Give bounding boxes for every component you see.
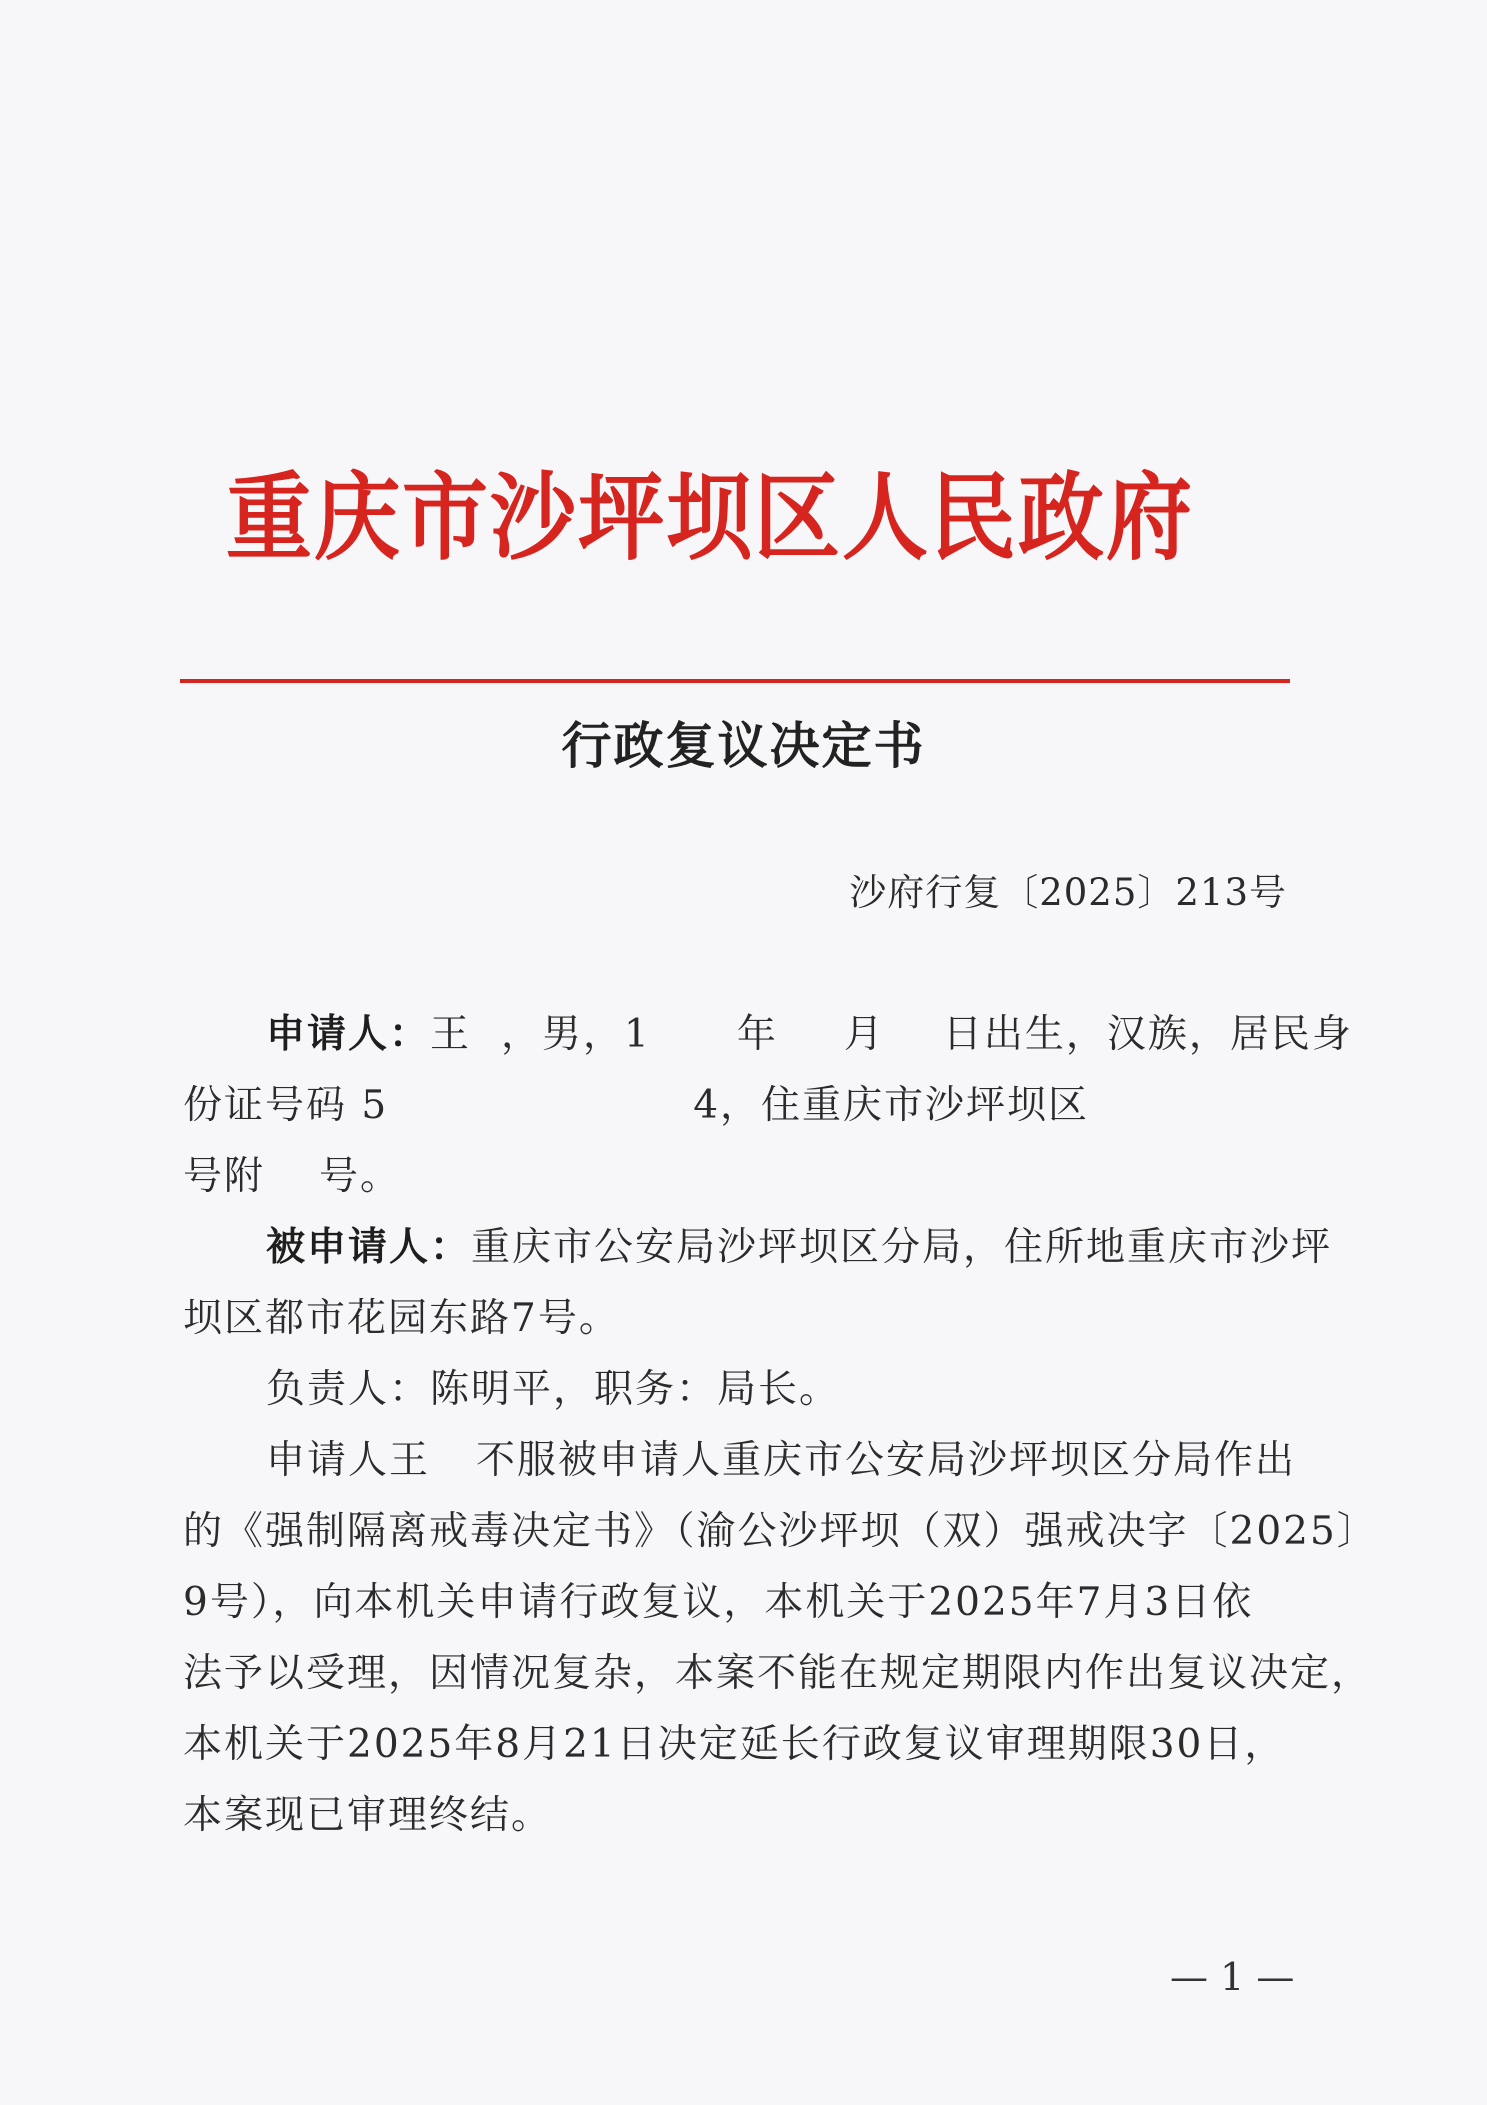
body-line-1-b: 不服被申请人重庆市公安局沙坪坝区分局作出 (476, 1438, 1297, 1483)
applicant-label: 申请人： (266, 1011, 431, 1057)
body-line-1 (183, 1425, 1297, 1496)
applicant-address-end: 号。 (319, 1154, 402, 1199)
applicant-id-prefix: 份证号码 5 (183, 1083, 389, 1128)
applicant-gender-birth: ，男，1 (501, 1012, 651, 1057)
applicant-birth-rest: 日出生，汉族，居民身 (942, 1012, 1353, 1057)
applicant-month-label: 月 (843, 1012, 885, 1057)
body-line-6: 本案现已审理终结。 (183, 1793, 553, 1838)
body-line-3: 9号），向本机关申请行政复议，本机关于2025年7月3日依 (183, 1580, 1254, 1625)
document-number: 沙府行复〔2025〕213号 (849, 871, 1287, 914)
responsible-paragraph (183, 1354, 1293, 1425)
body-line-1-a: 申请人王 (266, 1438, 431, 1483)
page-number: — 1 — (1170, 1955, 1295, 1999)
applicant-address-part: 号附 (183, 1154, 266, 1199)
body-line-5: 本机关于2025年8月21日决定延长行政复议审理期限30日， (183, 1722, 1286, 1767)
respondent-label: 被申请人： (266, 1224, 472, 1270)
document-title: 行政复议决定书 (561, 716, 926, 775)
body-paragraph (183, 1425, 1378, 1851)
respondent-text-1: 重庆市公安局沙坪坝区分局，住所地重庆市沙坪 (471, 1225, 1333, 1270)
letterhead-title: 重庆市沙坪坝区人民政府 (226, 462, 1194, 574)
applicant-year-label: 年 (736, 1012, 778, 1057)
respondent-line-2 (183, 1283, 1293, 1354)
applicant-name: 王 (430, 1012, 472, 1057)
respondent-text-2: 坝区都市花园东路7号。 (183, 1296, 620, 1341)
applicant-id-suffix-address: 4，住重庆市沙坪坝区 (693, 1083, 1090, 1128)
applicant-line-1 (183, 999, 1353, 1070)
applicant-line-2 (183, 1070, 1293, 1141)
red-divider-line (180, 679, 1290, 683)
body-line-2: 的《强制隔离戒毒决定书》（渝公沙坪坝（双）强戒决字〔2025〕 (183, 1509, 1378, 1554)
applicant-line-3 (183, 1141, 1293, 1212)
respondent-line-1 (183, 1212, 1333, 1283)
responsible-line: 负责人：陈明平，职务：局长。 (266, 1367, 841, 1412)
respondent-paragraph (183, 1212, 1333, 1354)
body-line-4: 法予以受理，因情况复杂，本案不能在规定期限内作出复议决定， (183, 1651, 1373, 1696)
applicant-paragraph (183, 999, 1353, 1212)
